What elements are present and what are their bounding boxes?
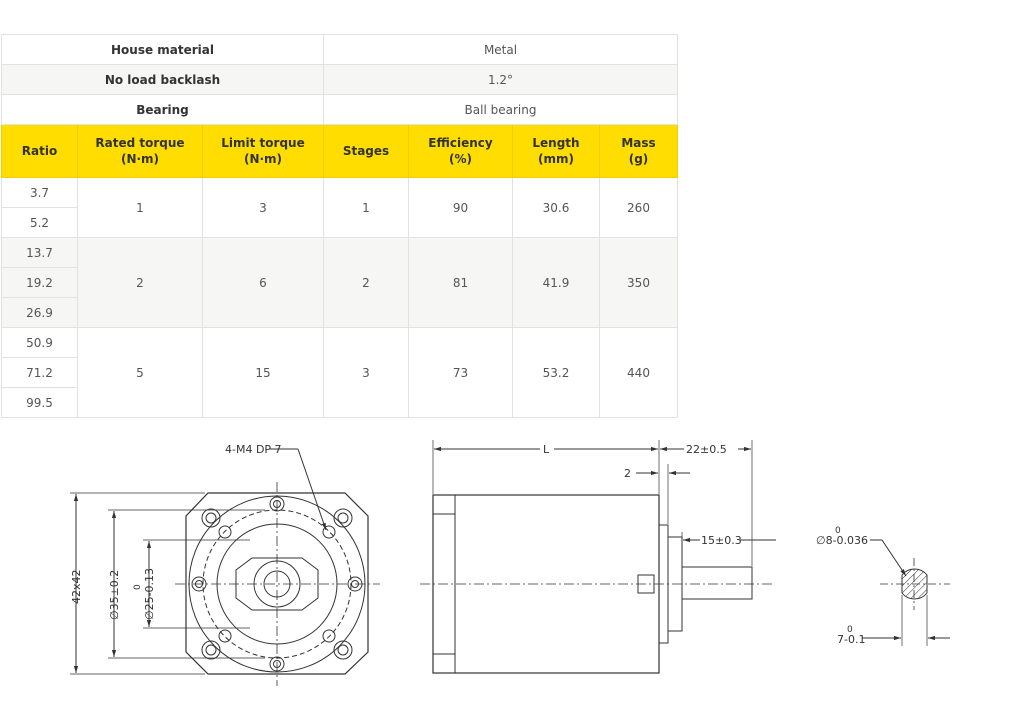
header-mass: Mass (g) bbox=[600, 125, 678, 178]
ratio-cell: 5.2 bbox=[2, 208, 78, 238]
spec-table bbox=[1, 34, 678, 418]
ratio-cell: 71.2 bbox=[2, 358, 78, 388]
ratio-cell: 50.9 bbox=[2, 328, 78, 358]
spec-value: Metal bbox=[324, 35, 678, 65]
header-rated-torque: Rated torque (N·m) bbox=[78, 125, 203, 178]
spec-row-bearing bbox=[2, 95, 678, 125]
header-efficiency: Efficiency (%) bbox=[409, 125, 513, 178]
pilot-tolerance-label: 0 bbox=[133, 584, 143, 590]
spec-value: Ball bearing bbox=[324, 95, 678, 125]
flat-dimension-label: 7-0.1 bbox=[837, 633, 866, 646]
front-view-labels bbox=[70, 443, 282, 620]
table-row bbox=[2, 328, 678, 358]
efficiency-cell: 81 bbox=[409, 238, 513, 328]
shaft-section bbox=[862, 540, 950, 646]
table-row bbox=[2, 178, 678, 208]
efficiency-cell: 90 bbox=[409, 178, 513, 238]
mass-cell: 260 bbox=[600, 178, 678, 238]
mass-cell: 350 bbox=[600, 238, 678, 328]
stages-cell: 2 bbox=[324, 238, 409, 328]
flange-thickness-label: 2 bbox=[624, 467, 631, 480]
length-cell: 30.6 bbox=[513, 178, 600, 238]
outer-size-label: 42x42 bbox=[70, 569, 83, 604]
bolt-circle-label: ∅35±0.2 bbox=[108, 569, 121, 620]
flat-tolerance-label: 0 bbox=[847, 625, 853, 635]
side-view bbox=[420, 440, 776, 673]
rated-torque-cell: 2 bbox=[78, 238, 203, 328]
shaft-dia-tolerance-label: 0 bbox=[835, 526, 841, 536]
shaft-section-labels bbox=[816, 526, 868, 646]
limit-torque-cell: 3 bbox=[203, 178, 324, 238]
spec-row-backlash bbox=[2, 65, 678, 95]
shaft-length-label: 22±0.5 bbox=[686, 443, 727, 456]
front-view bbox=[70, 449, 380, 686]
stages-cell: 3 bbox=[324, 328, 409, 418]
length-label: L bbox=[543, 443, 550, 456]
technical-drawing bbox=[0, 420, 1015, 718]
spec-label: No load backlash bbox=[2, 65, 324, 95]
hole-callout-label: 4-M4 DP 7 bbox=[225, 443, 282, 456]
spec-label: Bearing bbox=[2, 95, 324, 125]
header-ratio: Ratio bbox=[2, 125, 78, 178]
flat-length-label: 15±0.3 bbox=[701, 534, 742, 547]
ratio-cell: 13.7 bbox=[2, 238, 78, 268]
ratio-cell: 19.2 bbox=[2, 268, 78, 298]
spec-value: 1.2° bbox=[324, 65, 678, 95]
spec-label: House material bbox=[2, 35, 324, 65]
ratio-cell: 3.7 bbox=[2, 178, 78, 208]
shaft-diameter-label: ∅8-0.036 bbox=[816, 534, 869, 547]
table-header-row bbox=[2, 125, 678, 178]
mass-cell: 440 bbox=[600, 328, 678, 418]
pilot-diameter-label: ∅25-0.13 bbox=[143, 567, 156, 620]
stages-cell: 1 bbox=[324, 178, 409, 238]
ratio-cell: 99.5 bbox=[2, 388, 78, 418]
table-row bbox=[2, 238, 678, 268]
header-length: Length (mm) bbox=[513, 125, 600, 178]
limit-torque-cell: 6 bbox=[203, 238, 324, 328]
length-cell: 41.9 bbox=[513, 238, 600, 328]
length-cell: 53.2 bbox=[513, 328, 600, 418]
rated-torque-cell: 5 bbox=[78, 328, 203, 418]
spec-row-material bbox=[2, 35, 678, 65]
efficiency-cell: 73 bbox=[409, 328, 513, 418]
ratio-cell: 26.9 bbox=[2, 298, 78, 328]
header-limit-torque: Limit torque (N·m) bbox=[203, 125, 324, 178]
header-stages: Stages bbox=[324, 125, 409, 178]
rated-torque-cell: 1 bbox=[78, 178, 203, 238]
limit-torque-cell: 15 bbox=[203, 328, 324, 418]
